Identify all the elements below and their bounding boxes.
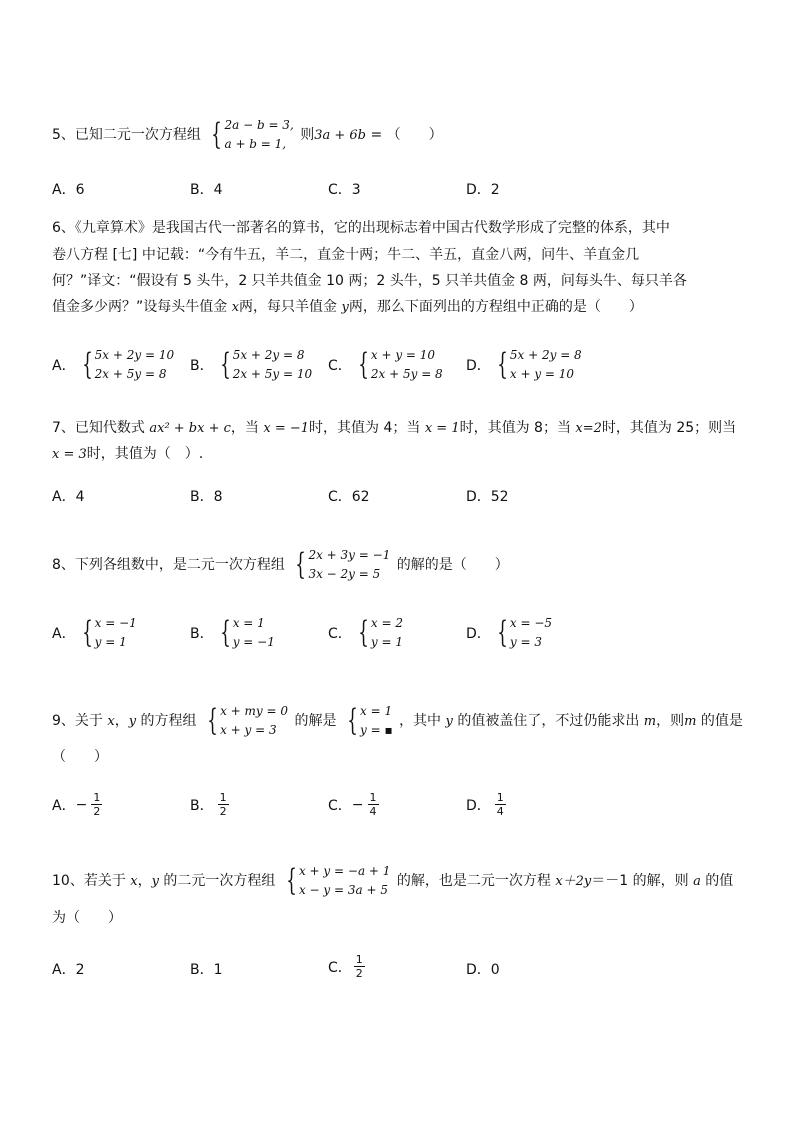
question-6-line: 何？”译文：“假设有 5 头牛，2 只羊共值金 10 两；2 头牛，5 只羊共值金 8 两，问每头牛、每只羊各 — [52, 273, 687, 289]
option-d[interactable]: D． $\frac{1}{4}$ — [466, 791, 504, 818]
option-a[interactable]: A．4 — [52, 489, 85, 505]
equation-system: { x = 2 y = 1 — [358, 615, 403, 650]
left-brace-icon: { — [497, 347, 508, 382]
equation-system: { x + my = 0 x + y = 3 — [207, 703, 288, 738]
question-6-line: 卷八方程 [七] 中记载：“今有牛五，羊二，直金十两；牛二、羊五，直金八两，问牛、羊直金几 — [52, 247, 640, 263]
left-brace-icon: { — [219, 347, 231, 382]
option-d[interactable]: D．2 — [466, 182, 500, 198]
option-a[interactable]: A． { 5x + 2y = 10 2x + 5y = 8 — [52, 347, 175, 382]
option-c[interactable]: C． $\frac{1}{2}$ — [328, 953, 363, 980]
question-10-line: 为（ ） — [52, 910, 122, 926]
option-b[interactable]: B．1 — [190, 962, 223, 978]
option-d[interactable]: D． { 5x + 2y = 8 x + y = 10 — [466, 347, 582, 382]
option-a[interactable]: A．6 — [52, 182, 85, 198]
option-a[interactable]: A． − $\frac{1}{2}$ — [52, 791, 101, 818]
option-a[interactable]: A．2 — [52, 962, 85, 978]
question-7-line: 7、已知代数式 ax² + bx + c，当 x = −1时，其值为 4；当 x = 1时，其值为 8；当 x=2时，其值为 25；则当 — [52, 420, 737, 436]
solution-system: { x = 1 y = ▪ — [347, 703, 393, 738]
left-brace-icon: { — [358, 347, 369, 382]
option-c[interactable]: C．62 — [328, 489, 370, 505]
option-d[interactable]: D．52 — [466, 489, 509, 505]
fraction: $\frac{1}{2}$ — [219, 791, 227, 818]
equation-system: { 2x + 3y = −1 3x − 2y = 5 — [295, 547, 391, 582]
equation-system: { 5x + 2y = 8 x + y = 10 — [497, 347, 582, 382]
option-b[interactable]: B． { 5x + 2y = 8 2x + 5y = 10 — [190, 347, 313, 382]
question-5-stem: 5、已知二元一次方程组 { 2a − b = 3, a + b = 1, 则3a + 6b = （ ） — [52, 117, 443, 152]
fraction: $\frac{1}{4}$ — [369, 791, 377, 818]
equation-system: { 2a − b = 3, a + b = 1, — [211, 117, 294, 152]
answer-paren: （ ） — [52, 749, 108, 765]
question-6-line: 值金多少两？”设每头牛值金 x两，每只羊值金 y两，那么下面列出的方程组中正确的是（ ） — [52, 299, 643, 315]
option-b[interactable]: B． { x = 1 y = −1 — [190, 615, 275, 650]
equation-system: { x = −5 y = 3 — [497, 615, 553, 650]
left-brace-icon: { — [286, 863, 297, 898]
left-brace-icon: { — [295, 547, 307, 582]
equation-system: { 5x + 2y = 10 2x + 5y = 8 — [81, 347, 175, 382]
question-7-line: x = 3时，其值为（ ）. — [52, 446, 204, 462]
option-c[interactable]: C． { x = 2 y = 1 — [328, 615, 403, 650]
left-brace-icon: { — [358, 615, 369, 650]
equation-system: { x + y = 10 2x + 5y = 8 — [358, 347, 443, 382]
equation-system: { 5x + 2y = 8 2x + 5y = 10 — [219, 347, 313, 382]
fraction: $\frac{1}{2}$ — [93, 791, 101, 818]
option-c[interactable]: C． − $\frac{1}{4}$ — [328, 791, 377, 818]
fraction: $\frac{1}{2}$ — [355, 953, 363, 980]
left-brace-icon: { — [219, 615, 231, 650]
option-d[interactable]: D． { x = −5 y = 3 — [466, 615, 553, 650]
left-brace-icon: { — [211, 117, 223, 152]
left-brace-icon: { — [81, 347, 93, 382]
option-b[interactable]: B．8 — [190, 489, 223, 505]
option-b[interactable]: B．4 — [190, 182, 223, 198]
left-brace-icon: { — [497, 615, 508, 650]
left-brace-icon: { — [81, 615, 93, 650]
fraction: $\frac{1}{4}$ — [496, 791, 504, 818]
equation-system: { x = −1 y = 1 — [81, 615, 137, 650]
question-10-stem: 10、若关于 x，y 的二元一次方程组 { x + y = −a + 1 x − y = 3a + 5 的解，也是二元一次方程 x＋2y＝－1 的解，则 a 的值 — [52, 863, 734, 898]
option-d[interactable]: D．0 — [466, 962, 500, 978]
option-b[interactable]: B． $\frac{1}{2}$ — [190, 791, 227, 818]
question-9-stem: 9、关于 x，y 的方程组 { x + my = 0 x + y = 3 的解是 { x = 1 y = ▪ ，其中 y 的值被盖住了，不过仍能求出 m，则m 的值是 — [52, 703, 743, 738]
option-a[interactable]: A． { x = −1 y = 1 — [52, 615, 137, 650]
option-c[interactable]: C．3 — [328, 182, 361, 198]
question-6-line: 6、《九章算术》是我国古代一部著名的算书，它的出现标志着中国古代数学形成了完整的体系，其中 — [52, 220, 670, 236]
left-brace-icon: { — [347, 703, 358, 738]
option-c[interactable]: C． { x + y = 10 2x + 5y = 8 — [328, 347, 443, 382]
equation-system: { x = 1 y = −1 — [219, 615, 275, 650]
left-brace-icon: { — [207, 703, 218, 738]
equation-system: { x + y = −a + 1 x − y = 3a + 5 — [286, 863, 391, 898]
question-8-stem: 8、下列各组数中，是二元一次方程组 { 2x + 3y = −1 3x − 2y = 5 的解的是（ ） — [52, 547, 509, 582]
question-number: 5、 — [52, 127, 75, 143]
